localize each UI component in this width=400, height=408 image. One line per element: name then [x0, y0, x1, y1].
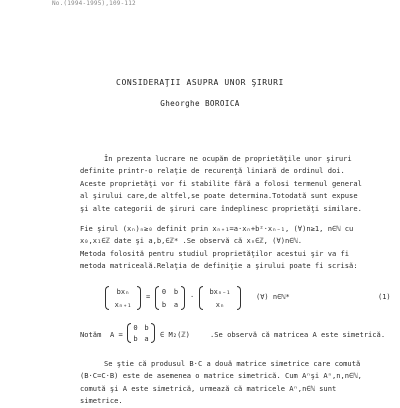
text-line: Aceste proprietăţi vor fi stabilite fără a folosi termenul general	[80, 178, 362, 188]
symmetry-paragraph	[80, 358, 376, 408]
text-line: Se ştie că produsul B·C a două matrice simetrice care comută	[104, 359, 361, 368]
text-line: simetrice.	[80, 396, 123, 406]
text-line: (B·C=C·B) este de asemenea o matrice simetrică. Cum Aⁿşi Aⁿ,n,n∈ℕ,	[80, 371, 362, 381]
notation-line	[80, 322, 386, 346]
paper-author: Gheorghe BOROICA	[160, 99, 240, 108]
notation-label: Notăm	[80, 330, 102, 339]
matrix-entry: a	[173, 300, 179, 309]
text-line: metoda matriceală.Relaţia de definiţie a şirului poate fi scrisă:	[80, 261, 358, 271]
text-line: x₀,x₁∈ℤ date şi a,b,∈ℤ* .Se observă că xₙ∈ℤ, (∀)n∈ℕ.	[80, 236, 303, 246]
text-line: Fie şirul (xₙ)ₙ≥₀ definit prin xₙ₊₁=a·xₙ+b²·xₙ₋₁, (∀)n≥1, n∈ℕ cu	[80, 224, 354, 233]
text-line: definite printr-o relaţie de recurenţă liniară de ordinul doi.	[80, 166, 345, 176]
journal-reference: No.(1994-1995),109-112	[52, 0, 136, 7]
matrix-entry: bxₙ	[116, 287, 130, 296]
right-column-vector	[202, 285, 238, 311]
dot-operator: ·	[190, 293, 195, 301]
text-line: şi alte categorii de şiruri care îndeplinesc proprietăţi similare.	[80, 203, 362, 213]
text-line: al şirului care,de altfel,se poate determina.Totodată sunt expuse	[80, 191, 358, 201]
text-line: Metoda folosită pentru studiul proprietăţilor acestui şir va fi	[80, 248, 350, 258]
matrix-entry: bxₙ₋₁	[209, 287, 231, 296]
matrix-membership: ∈ M₂(ℤ)	[160, 330, 190, 339]
matrix-entry: b	[133, 334, 138, 343]
text-line: În prezenta lucrare ne ocupăm de proprietăţile unor şiruri	[104, 154, 352, 163]
matrix-equation	[108, 285, 391, 313]
intro-paragraph	[80, 153, 376, 215]
notation-remark: .Se observă că matricea A este simetrică.	[210, 330, 386, 339]
paper-title: CONSIDERAŢII ASUPRA UNOR ŞIRURI	[116, 78, 284, 87]
text-line: comută şi A este simetrică, urmează că matricele Aⁿ,n∈ℕ sunt	[80, 383, 337, 393]
definition-paragraph	[80, 223, 376, 273]
matrix-a	[130, 322, 152, 344]
matrix-entry: b	[173, 287, 179, 296]
left-column-vector	[108, 285, 138, 311]
matrix-entry: b	[144, 323, 149, 332]
equals-sign: =	[146, 293, 151, 301]
matrix-entry: 0	[161, 287, 167, 296]
matrix-entry: a	[144, 334, 149, 343]
notation-symbol: A =	[110, 330, 123, 339]
equation-condition: (∀) n∈ℕ*	[256, 293, 290, 301]
matrix-entry: xₙ	[215, 300, 225, 309]
matrix-entry: xₙ₊₁	[114, 300, 132, 309]
coefficient-matrix	[158, 285, 182, 311]
matrix-entry: b	[161, 300, 167, 309]
equation-number: (1)	[378, 293, 391, 301]
matrix-entry: 0	[133, 323, 138, 332]
